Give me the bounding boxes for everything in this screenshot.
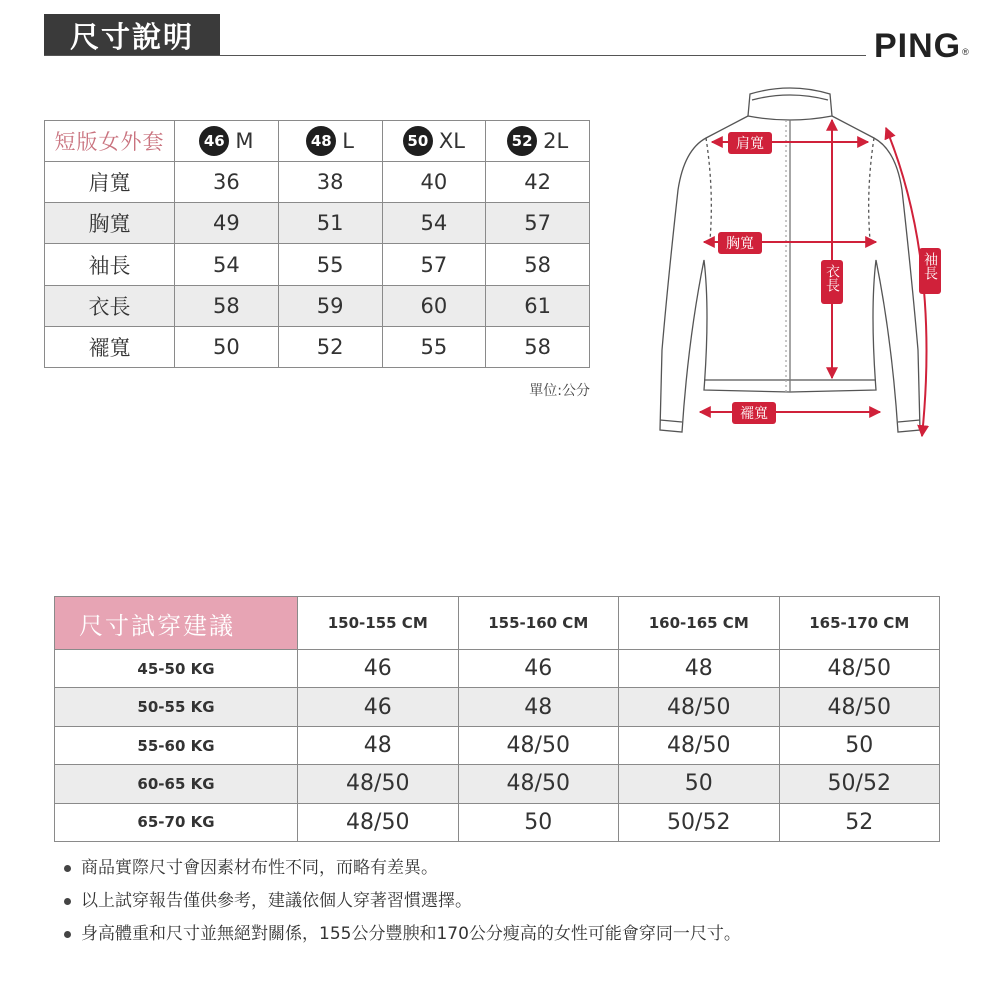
list-item: [64, 918, 741, 951]
table-cell: 59: [278, 285, 382, 326]
table-cell: 58: [486, 244, 590, 285]
table-cell: 48/50: [619, 688, 780, 726]
row-label: 袖長: [45, 244, 175, 285]
brand-logo: [874, 28, 969, 64]
table-cell: 36: [175, 162, 279, 203]
table-cell: 57: [486, 203, 590, 244]
weight-label: 45-50 KG: [55, 650, 298, 688]
note-text: 身高體重和尺寸並無絕對關係，155公分豐腴和170公分瘦高的女性可能會穿同一尺寸。: [81, 924, 741, 944]
bullet-icon: [64, 865, 71, 872]
table-cell: 48/50: [458, 726, 619, 764]
weight-label: 50-55 KG: [55, 688, 298, 726]
table-cell: 49: [175, 203, 279, 244]
size-letter: 2L: [543, 129, 569, 154]
row-label: 胸寬: [45, 203, 175, 244]
size-number-badge: 48: [306, 126, 336, 156]
hem-label-box: [732, 402, 776, 424]
table-cell: 48/50: [779, 650, 940, 688]
shoulder-label: 肩寬: [736, 136, 764, 152]
table-cell: 52: [779, 803, 940, 841]
table-row: [45, 326, 590, 367]
brand-name: PING: [874, 27, 962, 65]
size-number-badge: 46: [199, 126, 229, 156]
table-cell: 38: [278, 162, 382, 203]
list-item: [64, 885, 741, 918]
table-row: [55, 650, 940, 688]
table-row: [55, 726, 940, 764]
size-header-50: [382, 121, 486, 162]
size-number-badge: 52: [507, 126, 537, 156]
hem-label: 襬寬: [740, 406, 768, 422]
table-cell: 50: [458, 803, 619, 841]
fit-table: [54, 596, 940, 842]
page-title: 尺寸說明: [44, 14, 220, 56]
table-cell: 55: [278, 244, 382, 285]
table-row: [45, 203, 590, 244]
header-divider: [44, 55, 866, 56]
size-header-46: [175, 121, 279, 162]
table-row: [45, 162, 590, 203]
list-item: [64, 852, 741, 885]
table-row: [45, 285, 590, 326]
table-cell: 48: [298, 726, 459, 764]
table-cell: 42: [486, 162, 590, 203]
size-table-corner: 短版女外套: [45, 121, 175, 162]
chest-label-box: [718, 232, 762, 254]
size-table-header-row: [45, 121, 590, 162]
size-header-48: [278, 121, 382, 162]
bullet-icon: [64, 931, 71, 938]
fit-table-corner: 尺寸試穿建議: [55, 597, 298, 650]
jacket-outline: [660, 88, 920, 432]
length-label-box: [821, 260, 843, 304]
height-header: 160-165 CM: [619, 597, 780, 650]
table-cell: 50/52: [619, 803, 780, 841]
shoulder-label-box: [728, 132, 772, 154]
table-cell: 48/50: [298, 803, 459, 841]
table-cell: 40: [382, 162, 486, 203]
registered-mark: ®: [962, 47, 970, 57]
table-cell: 51: [278, 203, 382, 244]
jacket-diagram: [640, 80, 970, 460]
height-header: 155-160 CM: [458, 597, 619, 650]
table-cell: 50: [779, 726, 940, 764]
note-text: 以上試穿報告僅供參考，建議依個人穿著習慣選擇。: [81, 891, 472, 911]
table-cell: 46: [298, 650, 459, 688]
length-label: 衣長: [824, 264, 840, 292]
table-cell: 48/50: [298, 765, 459, 803]
table-row: [45, 244, 590, 285]
table-cell: 54: [175, 244, 279, 285]
table-cell: 58: [486, 326, 590, 367]
row-label: 襬寬: [45, 326, 175, 367]
chest-label: 胸寬: [726, 236, 754, 252]
table-cell: 50: [175, 326, 279, 367]
table-row: [55, 688, 940, 726]
row-label: 衣長: [45, 285, 175, 326]
notes-list: [64, 852, 741, 951]
row-label: 肩寬: [45, 162, 175, 203]
table-cell: 57: [382, 244, 486, 285]
table-cell: 54: [382, 203, 486, 244]
size-letter: M: [235, 129, 254, 154]
table-cell: 60: [382, 285, 486, 326]
table-row: [55, 765, 940, 803]
weight-label: 55-60 KG: [55, 726, 298, 764]
size-table: [44, 120, 590, 368]
table-cell: 48/50: [779, 688, 940, 726]
table-cell: 48/50: [458, 765, 619, 803]
table-cell: 52: [278, 326, 382, 367]
table-cell: 48/50: [619, 726, 780, 764]
table-cell: 48: [458, 688, 619, 726]
bullet-icon: [64, 898, 71, 905]
table-cell: 50: [619, 765, 780, 803]
weight-label: 60-65 KG: [55, 765, 298, 803]
table-cell: 46: [458, 650, 619, 688]
table-row: [55, 803, 940, 841]
unit-note: 單位:公分: [529, 383, 590, 399]
table-cell: 55: [382, 326, 486, 367]
table-cell: 58: [175, 285, 279, 326]
table-cell: 46: [298, 688, 459, 726]
table-cell: 61: [486, 285, 590, 326]
weight-label: 65-70 KG: [55, 803, 298, 841]
table-cell: 50/52: [779, 765, 940, 803]
height-header: 165-170 CM: [779, 597, 940, 650]
size-letter: XL: [438, 129, 465, 154]
sleeve-label: 袖長: [922, 252, 938, 280]
height-header: 150-155 CM: [298, 597, 459, 650]
size-header-52: [486, 121, 590, 162]
table-cell: 48: [619, 650, 780, 688]
size-number-badge: 50: [403, 126, 433, 156]
sleeve-label-box: [919, 248, 941, 294]
size-letter: L: [342, 129, 354, 154]
fit-table-header-row: [55, 597, 940, 650]
note-text: 商品實際尺寸會因素材布性不同，而略有差異。: [81, 858, 438, 878]
